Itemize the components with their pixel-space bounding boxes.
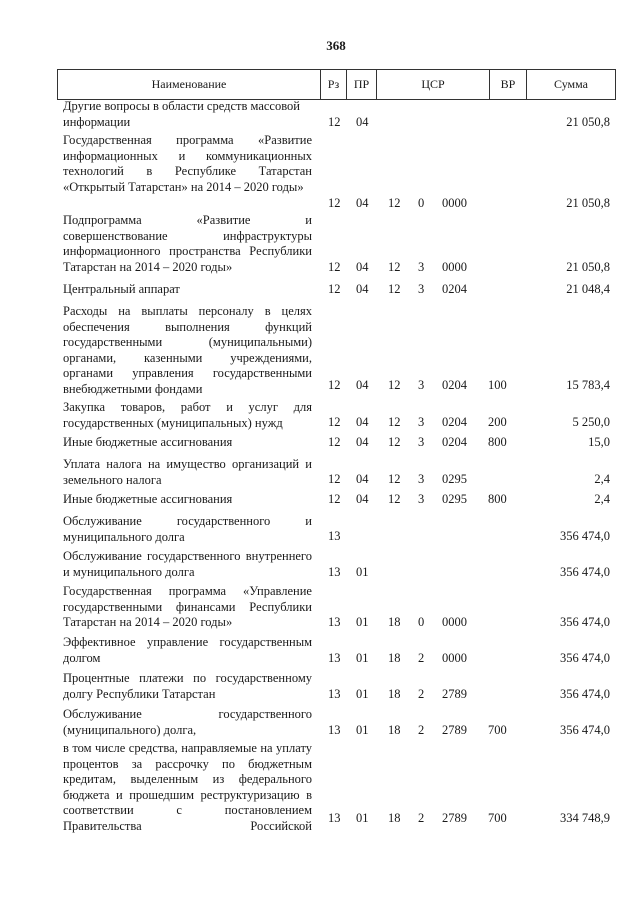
row-sum: 15,0 (588, 435, 610, 449)
row-rz: 12 (328, 260, 341, 274)
header-pr: ПР (347, 70, 377, 99)
row-name: Иные бюджетные ассигнования (63, 435, 233, 449)
row-name: Расходы на выплаты персоналу в целях обеспечения выполнения функций государственными (муниципальными) органами, казенными учреждениями, органами управления государственными внебюджетными фондами (63, 304, 312, 396)
row-sum: 5 250,0 (572, 415, 610, 429)
row-sum: 356 474,0 (560, 615, 610, 629)
row-pr: 01 (356, 811, 369, 825)
header-rz: Рз (321, 70, 347, 99)
row-dir: 0000 (442, 260, 467, 274)
row-sum: 356 474,0 (560, 565, 610, 579)
row-rz: 12 (328, 196, 341, 210)
header-csr: ЦСР (377, 70, 490, 99)
page-number: 368 (326, 38, 346, 53)
row-pr: 04 (356, 415, 369, 429)
row-prog: 12 (388, 378, 401, 392)
row-sub: 0 (418, 615, 425, 629)
row-dir: 2789 (442, 687, 467, 701)
row-sum: 2,4 (594, 492, 610, 506)
row-prog: 12 (388, 260, 401, 274)
row-pr: 04 (356, 260, 369, 274)
row-prog: 18 (388, 651, 401, 665)
row-prog: 18 (388, 723, 401, 737)
row-pr: 04 (356, 472, 369, 486)
row-vr: 700 (488, 811, 507, 825)
row-name: Подпрограмма «Развитие и совершенствование инфраструктуры информационного пространства Республики Татарстан на 2014 – 2020 годы» (63, 213, 312, 274)
row-name: Государственная программа «Управление государственными финансами Республики Татарстан на 2014 – 2020 годы» (63, 584, 312, 630)
row-sub: 2 (418, 811, 425, 825)
row-sum: 334 748,9 (560, 811, 610, 825)
row-prog: 18 (388, 687, 401, 701)
row-rz: 13 (328, 687, 341, 701)
header-name: Наименование (58, 70, 321, 99)
row-vr: 800 (488, 492, 507, 506)
row-sub: 3 (418, 378, 425, 392)
row-prog: 12 (388, 282, 401, 296)
row-rz: 13 (328, 529, 341, 543)
row-sub: 3 (418, 415, 425, 429)
row-prog: 12 (388, 435, 401, 449)
row-rz: 12 (328, 435, 341, 449)
row-sub: 2 (418, 651, 425, 665)
row-sum: 356 474,0 (560, 529, 610, 543)
row-vr: 100 (488, 378, 507, 392)
row-name: в том числе средства, направляемые на уплату процентов за рассрочку по бюджетным кредитам, выделенным из федерального бюджета и прошедшим реструктуризацию в соответствии с постановлением Правительства Российской (63, 741, 312, 833)
header-sum: Сумма (554, 77, 588, 91)
row-dir: 0204 (442, 282, 467, 296)
row-pr: 04 (356, 492, 369, 506)
row-pr: 04 (356, 378, 369, 392)
row-sum: 21 050,8 (566, 260, 610, 274)
row-prog: 12 (388, 472, 401, 486)
row-prog: 18 (388, 811, 401, 825)
row-prog: 12 (388, 415, 401, 429)
row-pr: 01 (356, 723, 369, 737)
row-sub: 2 (418, 687, 425, 701)
row-prog: 12 (388, 196, 401, 210)
row-dir: 2789 (442, 811, 467, 825)
row-vr: 800 (488, 435, 507, 449)
row-pr: 04 (356, 196, 369, 210)
row-pr: 01 (356, 565, 369, 579)
row-rz: 13 (328, 565, 341, 579)
row-pr: 01 (356, 651, 369, 665)
row-dir: 0000 (442, 196, 467, 210)
row-name: Обслуживание государственного (муниципального) долга, (63, 707, 312, 737)
row-dir: 0295 (442, 492, 467, 506)
row-prog: 12 (388, 492, 401, 506)
row-sum: 356 474,0 (560, 723, 610, 737)
row-sum: 356 474,0 (560, 687, 610, 701)
row-vr: 200 (488, 415, 507, 429)
row-pr: 04 (356, 435, 369, 449)
row-pr: 04 (356, 115, 369, 129)
row-sub: 0 (418, 196, 425, 210)
row-rz: 12 (328, 472, 341, 486)
table-header (57, 69, 616, 100)
row-rz: 12 (328, 378, 341, 392)
row-rz: 13 (328, 723, 341, 737)
row-dir: 0000 (442, 615, 467, 629)
row-rz: 12 (328, 282, 341, 296)
row-rz: 12 (328, 492, 341, 506)
row-sub: 3 (418, 282, 425, 296)
row-sub: 3 (418, 435, 425, 449)
row-sum: 2,4 (594, 472, 610, 486)
row-rz: 12 (328, 115, 341, 129)
row-sum: 21 048,4 (566, 282, 610, 296)
row-rz: 12 (328, 415, 341, 429)
row-dir: 2789 (442, 723, 467, 737)
row-sub: 3 (418, 492, 425, 506)
row-name: Обслуживание государственного внутреннего и муниципального долга (63, 549, 312, 579)
row-sum: 356 474,0 (560, 651, 610, 665)
row-pr: 01 (356, 615, 369, 629)
row-dir: 0295 (442, 472, 467, 486)
row-name: Центральный аппарат (63, 282, 180, 296)
row-dir: 0204 (442, 415, 467, 429)
row-name: Уплата налога на имущество организаций и земельного налога (63, 457, 312, 487)
row-name: Эффективное управление государственным долгом (63, 635, 312, 665)
row-sum: 21 050,8 (566, 115, 610, 129)
row-rz: 13 (328, 811, 341, 825)
row-rz: 13 (328, 651, 341, 665)
row-name: Иные бюджетные ассигнования (63, 492, 233, 506)
row-rz: 13 (328, 615, 341, 629)
row-sum: 21 050,8 (566, 196, 610, 210)
row-sub: 3 (418, 260, 425, 274)
row-dir: 0204 (442, 435, 467, 449)
row-vr: 700 (488, 723, 507, 737)
row-prog: 18 (388, 615, 401, 629)
row-sub: 2 (418, 723, 425, 737)
row-dir: 0204 (442, 378, 467, 392)
row-name: Государственная программа «Развитие информационных и коммуникационных технологий в Республике Татарстан «Открытый Татарстан» на 2014 – 2020 годы» (63, 133, 312, 194)
row-name: Другие вопросы в области средств массовой информации (63, 99, 300, 129)
row-sum: 15 783,4 (566, 378, 610, 392)
row-name: Процентные платежи по государственному долгу Республики Татарстан (63, 671, 312, 701)
header-vr: ВР (490, 70, 527, 99)
row-name: Обслуживание государственного и муниципального долга (63, 514, 312, 544)
row-dir: 0000 (442, 651, 467, 665)
row-pr: 04 (356, 282, 369, 296)
row-pr: 01 (356, 687, 369, 701)
row-sub: 3 (418, 472, 425, 486)
row-name: Закупка товаров, работ и услуг для государственных (муниципальных) нужд (63, 400, 312, 430)
